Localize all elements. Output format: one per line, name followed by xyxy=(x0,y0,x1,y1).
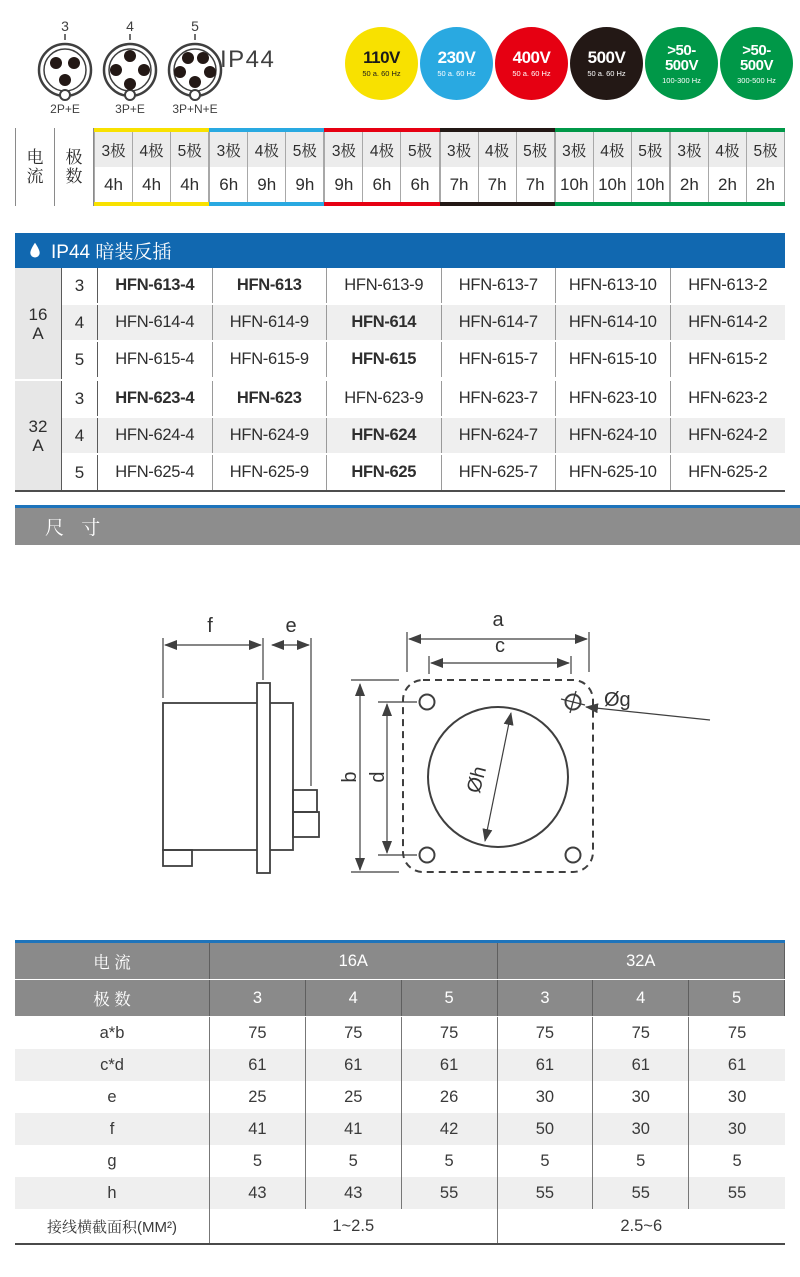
wire-area-32a: 2.5~6 xyxy=(620,1216,663,1235)
connector-5pin-icon xyxy=(164,18,226,116)
dims-current-row xyxy=(15,943,785,980)
water-drop-icon xyxy=(28,240,42,261)
voltage-badge-500v xyxy=(570,27,643,100)
model-number: HFN-624-2 xyxy=(688,426,768,444)
clock-position: 10h xyxy=(632,167,669,202)
dim-value: 5 xyxy=(306,1145,402,1177)
model-row xyxy=(62,455,785,490)
dim-value: 55 xyxy=(402,1177,498,1209)
model-number: HFN-615-4 xyxy=(98,342,213,377)
connector-label: 3P+E xyxy=(115,102,145,116)
clock-position: 6h xyxy=(363,167,400,202)
model-number: HFN-613 xyxy=(213,268,328,303)
wire-area-label: 接线横截面积(MM²) xyxy=(15,1209,210,1243)
dim-value: 5 xyxy=(402,1145,498,1177)
model-number: HFN-614-10 xyxy=(556,305,671,340)
model-row xyxy=(62,381,785,418)
model-number: HFN-624 xyxy=(327,418,442,453)
connector-pictograms xyxy=(34,18,226,116)
dim-value: 75 xyxy=(210,1017,306,1049)
pole-col xyxy=(670,132,709,202)
current-char-2: 流 xyxy=(26,167,44,186)
flange-view-dimensions xyxy=(407,632,710,841)
dim-value: 61 xyxy=(727,1055,747,1074)
model-number: HFN-625-2 xyxy=(688,463,768,481)
pole-count-cell: 5 xyxy=(62,455,98,490)
pole-col xyxy=(324,132,363,202)
clock-position: 6h xyxy=(210,167,247,202)
model-number: HFN-623-7 xyxy=(442,381,557,416)
pole-col xyxy=(517,132,555,202)
pole-count-cell: 4 xyxy=(62,305,98,340)
badge-frequency: 50 a. 60 Hz xyxy=(512,69,551,78)
group-230v xyxy=(209,128,324,206)
pole-col xyxy=(286,132,324,202)
model-number: HFN-625-9 xyxy=(213,455,328,490)
dim-value: 26 xyxy=(402,1081,498,1113)
technical-drawing xyxy=(0,560,800,940)
voltage-badge-110v xyxy=(345,27,418,100)
connector-pin-count: 4 xyxy=(126,18,134,34)
dim-value: 30 xyxy=(727,1119,747,1138)
dim-value: 30 xyxy=(593,1081,689,1113)
models-section-title: IP44 暗装反插 xyxy=(51,242,172,263)
pole-count: 4极 xyxy=(594,132,631,167)
dim-label-a: a xyxy=(492,609,504,631)
group-110v xyxy=(94,128,209,206)
side-view xyxy=(163,683,319,873)
voltage-badges xyxy=(345,27,793,100)
poles-hours-table xyxy=(15,128,785,206)
dim-value: 5 xyxy=(498,1145,594,1177)
pole-col xyxy=(133,132,171,202)
dim-name: h xyxy=(15,1177,210,1209)
pole-col xyxy=(94,132,133,202)
clock-position: 2h xyxy=(709,167,746,202)
model-number: HFN-624-7 xyxy=(442,418,557,453)
pole-col xyxy=(555,132,594,202)
voltage-badge-400v xyxy=(495,27,568,100)
group-green-300-500 xyxy=(670,128,785,206)
pole-col-header: 5 xyxy=(689,980,785,1016)
dims-row-g xyxy=(15,1145,785,1177)
badge-frequency: 100-300 Hz xyxy=(662,75,701,85)
group-500v xyxy=(440,128,555,206)
model-number: HFN-615-7 xyxy=(442,342,557,377)
dims-row-wire-area xyxy=(15,1209,785,1243)
dim-label-f: f xyxy=(207,615,213,637)
pole-col-header: 3 xyxy=(210,980,306,1016)
badge-voltage-line2: 500V xyxy=(739,56,774,74)
pole-col xyxy=(632,132,670,202)
clock-position: 4h xyxy=(95,167,132,202)
dim-value: 5 xyxy=(210,1145,306,1177)
clock-position: 2h xyxy=(747,167,784,202)
model-number: HFN-625-4 xyxy=(98,455,213,490)
pole-col-header: 4 xyxy=(306,980,402,1016)
model-row xyxy=(62,418,785,455)
model-number: HFN-615-2 xyxy=(688,350,768,368)
current-char-1: 电 xyxy=(26,148,44,167)
group-400v xyxy=(324,128,439,206)
model-number: HFN-615 xyxy=(327,342,442,377)
dim-value: 61 xyxy=(402,1049,498,1081)
model-number: HFN-623-9 xyxy=(327,381,442,416)
dims-current-16a: 16A xyxy=(210,943,498,979)
dim-value: 43 xyxy=(210,1177,306,1209)
model-number: HFN-615-9 xyxy=(213,342,328,377)
pole-col xyxy=(709,132,747,202)
model-row xyxy=(62,305,785,342)
model-number: HFN-613-10 xyxy=(556,268,671,303)
current-unit: A xyxy=(32,323,44,343)
pole-count: 3极 xyxy=(325,132,362,167)
pole-count: 5极 xyxy=(286,132,323,167)
dim-label-c: c xyxy=(495,635,505,657)
dim-value: 75 xyxy=(306,1017,402,1049)
current-value: 32 xyxy=(28,416,48,436)
badge-voltage: 400V xyxy=(512,48,551,67)
dim-value: 61 xyxy=(498,1049,594,1081)
model-number: HFN-623-2 xyxy=(688,389,768,407)
pole-col xyxy=(171,132,209,202)
badge-voltage: 230V xyxy=(437,48,476,67)
model-row xyxy=(62,268,785,305)
current-unit: A xyxy=(32,435,44,455)
current-value: 16 xyxy=(28,304,48,324)
dim-label-g: Øg xyxy=(604,689,631,711)
dim-value: 55 xyxy=(727,1183,747,1202)
dimensions-section-header xyxy=(15,505,800,545)
models-group-16a xyxy=(15,268,785,379)
badge-frequency: 300-500 Hz xyxy=(737,75,776,85)
voltage-badge-230v xyxy=(420,27,493,100)
model-number: HFN-624-9 xyxy=(213,418,328,453)
pole-count: 4极 xyxy=(363,132,400,167)
pole-col xyxy=(479,132,517,202)
dim-name: c*d xyxy=(15,1049,210,1081)
dim-value: 55 xyxy=(593,1177,689,1209)
clock-position: 7h xyxy=(479,167,516,202)
dims-row-h xyxy=(15,1177,785,1209)
dimensions-table xyxy=(15,940,785,1245)
pole-count: 4极 xyxy=(133,132,170,167)
model-number: HFN-614 xyxy=(327,305,442,340)
clock-position: 7h xyxy=(441,167,478,202)
model-number: HFN-623 xyxy=(213,381,328,416)
pole-count-cell: 5 xyxy=(62,342,98,377)
dim-value: 41 xyxy=(306,1113,402,1145)
pole-count: 5极 xyxy=(747,132,784,167)
clock-position: 6h xyxy=(401,167,438,202)
pole-col xyxy=(440,132,479,202)
dims-row-e xyxy=(15,1081,785,1113)
current-header-cell xyxy=(15,128,55,206)
pole-col-header: 3 xyxy=(498,980,594,1016)
pole-count: 5极 xyxy=(171,132,208,167)
dim-value: 5 xyxy=(732,1151,742,1170)
dim-name: f xyxy=(15,1113,210,1145)
pole-count: 4极 xyxy=(709,132,746,167)
dims-current-32a: 32A xyxy=(498,943,786,979)
model-number: HFN-614-7 xyxy=(442,305,557,340)
badge-voltage: 110V xyxy=(363,48,400,67)
model-number: HFN-614-2 xyxy=(688,313,768,331)
dim-value: 30 xyxy=(498,1081,594,1113)
dimensions-title: 尺 寸 xyxy=(45,518,107,539)
dim-value: 5 xyxy=(593,1145,689,1177)
dims-row-cd xyxy=(15,1049,785,1081)
pole-col xyxy=(363,132,401,202)
dims-row-f xyxy=(15,1113,785,1145)
clock-position: 10h xyxy=(556,167,593,202)
model-number: HFN-625 xyxy=(327,455,442,490)
model-number: HFN-613-2 xyxy=(688,276,768,294)
dims-poles-row xyxy=(15,980,785,1017)
current-rating-cell xyxy=(15,268,62,379)
dim-value: 41 xyxy=(210,1113,306,1145)
badge-voltage: >50- xyxy=(667,41,696,59)
poles-header-cell xyxy=(55,128,94,206)
pole-count: 3极 xyxy=(671,132,708,167)
model-number: HFN-614-4 xyxy=(98,305,213,340)
dim-value: 30 xyxy=(593,1113,689,1145)
dim-value: 55 xyxy=(498,1177,594,1209)
dims-poles-header: 极 数 xyxy=(15,980,210,1016)
model-number: HFN-623-4 xyxy=(98,381,213,416)
wire-area-16a: 1~2.5 xyxy=(210,1209,498,1243)
dim-label-e: e xyxy=(285,615,297,637)
pole-count: 3极 xyxy=(95,132,132,167)
clock-position: 4h xyxy=(133,167,170,202)
clock-position: 9h xyxy=(286,167,323,202)
dim-name: e xyxy=(15,1081,210,1113)
pole-count: 3极 xyxy=(210,132,247,167)
badge-frequency: 50 a. 60 Hz xyxy=(362,69,401,78)
model-number: HFN-614-9 xyxy=(213,305,328,340)
dim-name: g xyxy=(15,1145,210,1177)
dim-value: 61 xyxy=(210,1049,306,1081)
badge-frequency: 50 a. 60 Hz xyxy=(437,69,476,78)
pole-count: 3极 xyxy=(441,132,478,167)
dim-value: 25 xyxy=(306,1081,402,1113)
dim-label-d: d xyxy=(367,771,389,783)
pole-col xyxy=(747,132,785,202)
model-number: HFN-613-4 xyxy=(98,268,213,303)
badge-voltage: 500V xyxy=(587,48,626,67)
badge-voltage-line2: 500V xyxy=(664,56,699,74)
model-number: HFN-624-10 xyxy=(556,418,671,453)
voltage-badge-50-500v-a xyxy=(645,27,718,100)
pole-count: 5极 xyxy=(401,132,438,167)
clock-position: 7h xyxy=(517,167,554,202)
connector-label: 2P+E xyxy=(50,102,80,116)
side-view-dimensions xyxy=(163,638,417,872)
models-section-header xyxy=(15,233,785,268)
pole-count: 5极 xyxy=(632,132,669,167)
clock-position: 9h xyxy=(248,167,285,202)
models-group-32a xyxy=(15,381,785,490)
models-table xyxy=(15,268,785,492)
clock-position: 4h xyxy=(171,167,208,202)
dim-label-b: b xyxy=(339,771,361,783)
pole-col-header: 5 xyxy=(402,980,498,1016)
pole-count: 3极 xyxy=(556,132,593,167)
model-row xyxy=(62,342,785,379)
models-section xyxy=(15,233,785,492)
pole-col xyxy=(594,132,632,202)
dims-row-ab xyxy=(15,1017,785,1049)
ip-rating-label: IP44 xyxy=(220,46,276,73)
dim-value: 50 xyxy=(498,1113,594,1145)
pole-col xyxy=(401,132,439,202)
dim-value: 75 xyxy=(498,1017,594,1049)
model-number: HFN-625-7 xyxy=(442,455,557,490)
badge-frequency: 50 a. 60 Hz xyxy=(587,69,626,78)
connector-pin-count: 3 xyxy=(61,18,69,34)
dim-name: a*b xyxy=(15,1017,210,1049)
connector-4pin-icon xyxy=(99,18,161,116)
dim-value: 75 xyxy=(402,1017,498,1049)
dim-value: 25 xyxy=(210,1081,306,1113)
pole-col xyxy=(209,132,248,202)
connector-pin-count: 5 xyxy=(191,18,199,34)
model-number: HFN-613-7 xyxy=(442,268,557,303)
dim-value: 61 xyxy=(593,1049,689,1081)
pole-count-cell: 3 xyxy=(62,268,98,303)
pole-count: 4极 xyxy=(248,132,285,167)
clock-position: 9h xyxy=(325,167,362,202)
pole-count: 4极 xyxy=(479,132,516,167)
dim-label-h: Øh xyxy=(462,764,492,796)
pole-col-header: 4 xyxy=(593,980,689,1016)
connector-3pin-icon xyxy=(34,18,96,116)
badge-voltage: >50- xyxy=(742,41,771,59)
pole-col xyxy=(248,132,286,202)
model-number: HFN-625-10 xyxy=(556,455,671,490)
model-number: HFN-623-10 xyxy=(556,381,671,416)
poles-char-1: 极 xyxy=(65,148,83,167)
dim-value: 75 xyxy=(727,1023,747,1042)
dim-value: 30 xyxy=(727,1087,747,1106)
dim-value: 42 xyxy=(402,1113,498,1145)
clock-position: 10h xyxy=(594,167,631,202)
dim-value: 61 xyxy=(306,1049,402,1081)
pole-count: 5极 xyxy=(517,132,554,167)
model-number: HFN-624-4 xyxy=(98,418,213,453)
voltage-badge-50-500v-b xyxy=(720,27,793,100)
poles-char-2: 数 xyxy=(65,167,83,186)
dim-value: 43 xyxy=(306,1177,402,1209)
connector-label: 3P+N+E xyxy=(172,102,218,116)
dim-value: 75 xyxy=(593,1017,689,1049)
current-rating-cell xyxy=(15,381,62,490)
group-green-100-300 xyxy=(555,128,670,206)
dims-current-header: 电 流 xyxy=(15,943,210,979)
pole-count-cell: 3 xyxy=(62,381,98,416)
model-number: HFN-613-9 xyxy=(327,268,442,303)
clock-position: 2h xyxy=(671,167,708,202)
pole-count-cell: 4 xyxy=(62,418,98,453)
model-number: HFN-615-10 xyxy=(556,342,671,377)
